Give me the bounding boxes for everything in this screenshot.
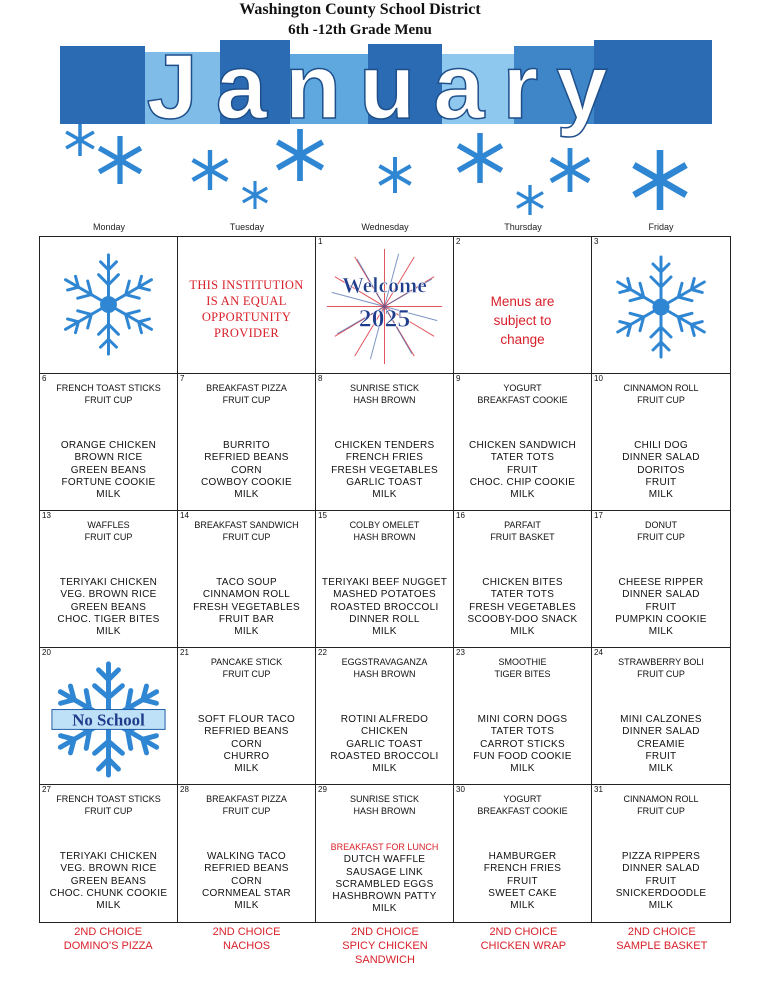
day-number: 15 (318, 511, 327, 520)
calendar-cell (40, 511, 178, 648)
calendar-cell (40, 785, 178, 922)
calendar-cell (178, 511, 316, 648)
lunch-items: PIZZA RIPPERS DINNER SALAD FRUIT SNICKERDOODLE MILK (615, 851, 707, 912)
lunch-items: TACO SOUP CINNAMON ROLL FRESH VEGETABLES FRUIT BAR MILK (193, 577, 300, 638)
lunch-items: MINI CALZONES DINNER SALAD CREAMIE FRUIT MILK (620, 714, 702, 775)
month-name: January (146, 40, 626, 138)
breakfast-items: BREAKFAST PIZZA FRUIT CUP (206, 383, 287, 405)
lunch-items: ORANGE CHICKEN BROWN RICE GREEN BEANS FORTUNE COOKIE MILK (60, 440, 157, 501)
day-number: 24 (594, 648, 603, 657)
second-choice: 2ND CHOICE DOMINO'S PIZZA (63, 926, 153, 952)
calendar-cell (316, 648, 454, 785)
day-name: Thursday (504, 222, 542, 232)
lunch-items: CHICKEN BITES TATER TOTS FRESH VEGETABLES SCOOBY-DOO SNACK MILK (467, 577, 578, 638)
second-choice: 2ND CHOICE SPICY CHICKEN SANDWICH (342, 926, 428, 966)
lunch-items: CHILI DOG DINNER SALAD DORITOS FRUIT MILK (622, 440, 700, 501)
day-number: 28 (180, 785, 189, 794)
calendar-cell-day-2 (454, 237, 592, 374)
menus-subject-notice: Menus are subject to change (490, 294, 555, 347)
district-title: Washington County School District (239, 1, 481, 18)
calendar-cell (592, 374, 730, 511)
lunch-items: SOFT FLOUR TACO REFRIED BEANS CORN CHURRO MILK (197, 714, 296, 775)
day-name: Monday (92, 222, 126, 232)
lunch-items: ROTINI ALFREDO CHICKEN GARLIC TOAST ROASTED BROCCOLI MILK (330, 714, 439, 775)
lunch-items: TERIYAKI BEEF NUGGET MASHED POTATOES ROASTED BROCCOLI DINNER ROLL MILK (321, 577, 448, 638)
day-number: 21 (180, 648, 189, 657)
calendar-cell (40, 374, 178, 511)
lunch-items: TERIYAKI CHICKEN VEG. BROWN RICE GREEN BEANS CHOC. CHUNK COOKIE MILK (49, 851, 168, 912)
breakfast-items: PARFAIT FRUIT BASKET (490, 520, 555, 542)
second-choice: 2ND CHOICE SAMPLE BASKET (616, 926, 708, 952)
lunch-items: TERIYAKI CHICKEN VEG. BROWN RICE GREEN BEANS CHOC. TIGER BITES MILK (57, 577, 160, 638)
calendar-cell-snowflake (40, 237, 178, 374)
second-choice: 2ND CHOICE NACHOS (212, 926, 281, 952)
day-number: 10 (594, 374, 603, 383)
lunch-items: MINI CORN DOGS TATER TOTS CARROT STICKS FUN FOOD COOKIE MILK (473, 714, 572, 775)
lunch-items: HAMBURGER FRENCH FRIES FRUIT SWEET CAKE MILK (483, 851, 562, 912)
calendar-cell (592, 648, 730, 785)
breakfast-items: CINNAMON ROLL FRUIT CUP (623, 383, 699, 405)
breakfast-items: EGGSTRAVAGANZA HASH BROWN (341, 657, 428, 679)
lunch-items: CHICKEN SANDWICH TATER TOTS FRUIT CHOC. CHIP COOKIE MILK (468, 440, 577, 501)
breakfast-items: SUNRISE STICK HASH BROWN (349, 383, 419, 405)
second-choice: 2ND CHOICE CHICKEN WRAP (480, 926, 567, 952)
breakfast-items: PANCAKE STICK FRUIT CUP (210, 657, 283, 679)
day-number: 17 (594, 511, 603, 520)
calendar-cell (316, 374, 454, 511)
day-number: 13 (42, 511, 51, 520)
breakfast-items: BREAKFAST SANDWICH FRUIT CUP (194, 520, 299, 542)
lunch-items: BREAKFAST FOR LUNCH DUTCH WAFFLE SAUSAGE LINK SCRAMBLED EGGS HASHBROWN PATTY MILK (316, 841, 453, 916)
lunch-items: WALKING TACO REFRIED BEANS CORN CORNMEAL STAR MILK (202, 851, 291, 912)
day-name: Tuesday (229, 222, 265, 232)
welcome-text: Welcome (342, 273, 427, 298)
day-name: Friday (648, 222, 674, 232)
breakfast-for-lunch-note: BREAKFAST FOR LUNCH (330, 842, 439, 852)
breakfast-items: CINNAMON ROLL FRUIT CUP (623, 794, 699, 816)
calendar-cell (178, 648, 316, 785)
calendar-cell (454, 511, 592, 648)
calendar-cell-no-school (40, 648, 178, 785)
day-number: 31 (594, 785, 603, 794)
day-number: 14 (180, 511, 189, 520)
day-number: 9 (456, 374, 461, 383)
day-name: Wednesday (361, 222, 409, 232)
day-number: 8 (318, 374, 323, 383)
calendar-cell-notice (178, 237, 316, 374)
equal-opportunity-notice: THIS INSTITUTION IS AN EQUAL OPPORTUNITY PROVIDER (189, 278, 304, 340)
day-number: 7 (180, 374, 185, 383)
january-banner (60, 40, 712, 220)
breakfast-items: COLBY OMELET HASH BROWN (349, 520, 420, 542)
breakfast-items: YOGURT BREAKFAST COOKIE (477, 794, 568, 816)
lunch-items: BURRITO REFRIED BEANS CORN COWBOY COOKIE MILK (201, 440, 292, 501)
calendar-cell (454, 785, 592, 922)
welcome-fireworks-graphic (316, 237, 453, 373)
calendar-cell (454, 374, 592, 511)
calendar-cell-day-1 (316, 237, 454, 374)
day-number: 2 (456, 237, 461, 246)
day-number: 16 (456, 511, 465, 520)
calendar-cell (178, 785, 316, 922)
breakfast-items: FRENCH TOAST STICKS FRUIT CUP (56, 794, 161, 816)
calendar-cell (454, 648, 592, 785)
lunch-items: CHICKEN TENDERS FRENCH FRIES FRESH VEGETABLES GARLIC TOAST MILK (331, 440, 438, 501)
day-number: 20 (42, 648, 51, 657)
snowflake-icon (592, 237, 730, 374)
no-school-snowflake-graphic (40, 648, 177, 784)
lunch-items: CHEESE RIPPER DINNER SALAD FRUIT PUMPKIN COOKIE MILK (615, 577, 707, 638)
calendar-cell (178, 374, 316, 511)
breakfast-items: WAFFLES FRUIT CUP (84, 520, 133, 542)
no-school-text: No School (72, 710, 145, 730)
calendar-cell (592, 511, 730, 648)
breakfast-items: SMOOTHIE TIGER BITES (494, 657, 551, 679)
day-number: 29 (318, 785, 327, 794)
breakfast-items: YOGURT BREAKFAST COOKIE (477, 383, 568, 405)
day-number: 3 (594, 237, 599, 246)
menu-calendar (39, 236, 731, 923)
calendar-cell (316, 785, 454, 922)
snowflake-icon (40, 237, 177, 373)
calendar-cell (592, 785, 730, 922)
day-number: 22 (318, 648, 327, 657)
year-text: 2025 (358, 303, 411, 333)
breakfast-items: BREAKFAST PIZZA FRUIT CUP (206, 794, 287, 816)
second-choice-row (39, 925, 731, 967)
breakfast-items: DONUT FRUIT CUP (637, 520, 685, 542)
weekday-header (40, 222, 730, 232)
day-number: 30 (456, 785, 465, 794)
breakfast-items: SUNRISE STICK HASH BROWN (349, 794, 419, 816)
day-number: 27 (42, 785, 51, 794)
day-number: 6 (42, 374, 47, 383)
calendar-cell (316, 511, 454, 648)
day-number: 23 (456, 648, 465, 657)
breakfast-items: FRENCH TOAST STICKS FRUIT CUP (56, 383, 161, 405)
day-number: 1 (318, 237, 323, 246)
breakfast-items: STRAWBERRY BOLI FRUIT CUP (618, 657, 704, 679)
grade-menu-title: 6th -12th Grade Menu (288, 22, 432, 38)
calendar-cell-day-3 (592, 237, 730, 374)
